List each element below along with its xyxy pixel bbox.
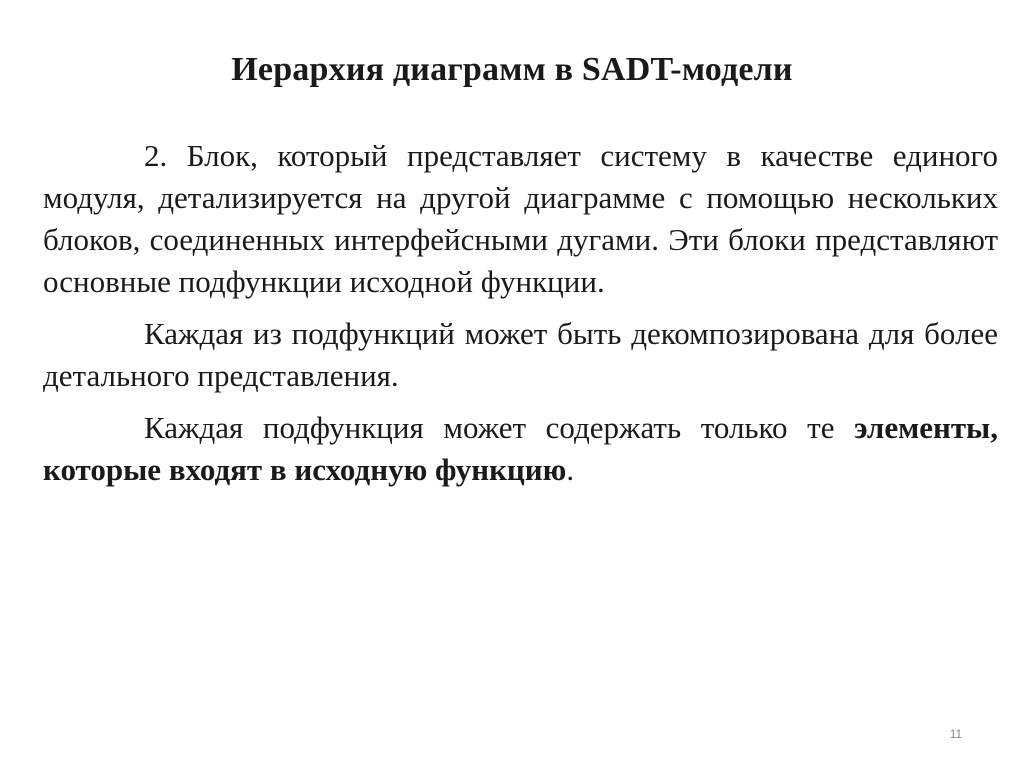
paragraph-decomposition: 2. Блок, который представляет систему в качестве единого модуля, детализируется на другой диаграмме с помощью нескольких блоков, соединенных интерфейсными дугами. Эти блоки представляют основные подфункции исходной функции. (43, 138, 998, 299)
page-number: 11 (949, 727, 963, 741)
slide-body (43, 135, 998, 491)
slide-title: Иерархия диаграмм в SADT-модели (231, 51, 793, 88)
paragraph-lead-text: Каждая подфункция может содержать только те (144, 410, 855, 445)
paragraph-subfunction-elements (43, 407, 998, 491)
paragraph-bold-emphasis: элементы, которые входят в исходную функцию (43, 410, 998, 487)
paragraph-subfunction-decomposition: Каждая из подфункций может быть декомпозирована для более детального представления. (43, 316, 998, 393)
paragraph-end-punctuation: . (566, 452, 575, 487)
